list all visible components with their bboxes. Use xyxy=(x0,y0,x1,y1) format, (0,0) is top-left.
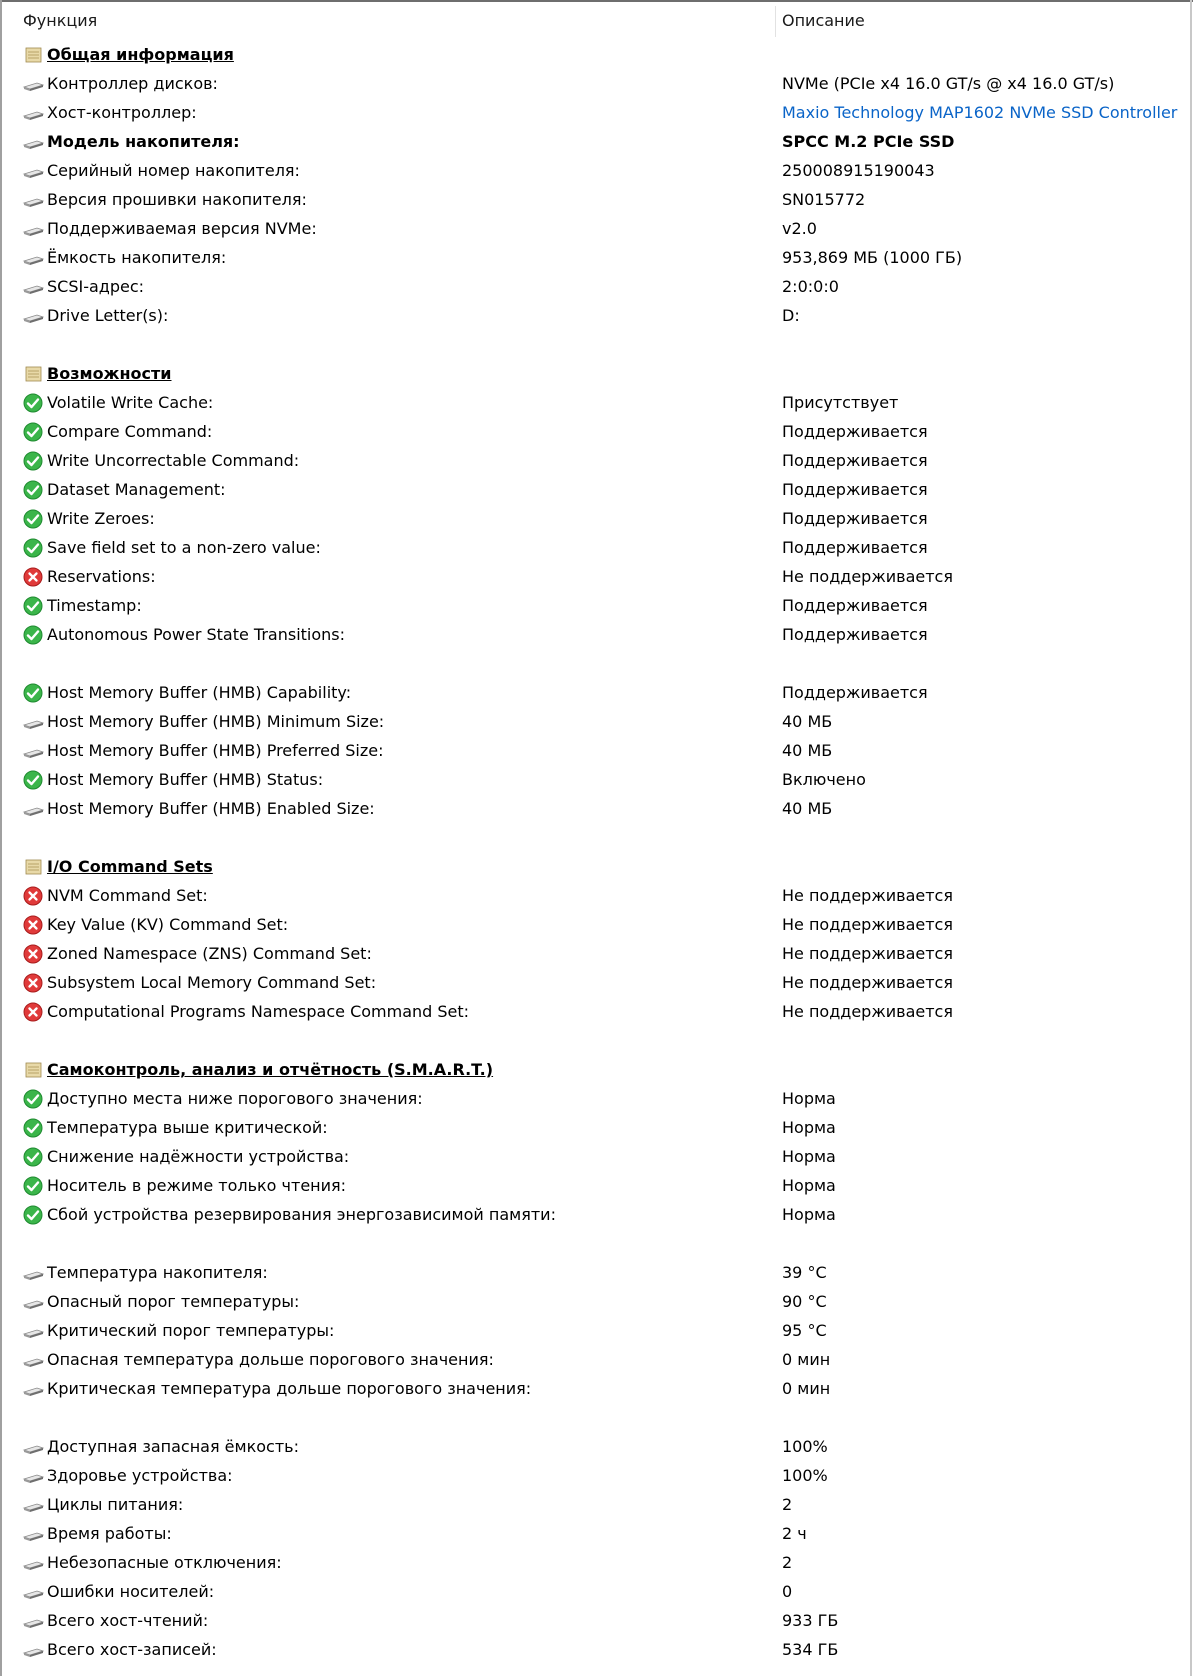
drive-icon xyxy=(22,1263,44,1283)
drive-icon xyxy=(22,190,44,210)
property-name: Критическая температура дольше порогового значения: xyxy=(47,1379,532,1398)
property-name: Поддерживаемая версия NVMe: xyxy=(47,219,317,238)
property-name: Zoned Namespace (ZNS) Command Set: xyxy=(47,944,372,963)
check-icon xyxy=(22,393,44,413)
property-name: Всего хост-чтений: xyxy=(47,1611,209,1630)
drive-icon xyxy=(22,1495,44,1515)
property-name: NVM Command Set: xyxy=(47,886,208,905)
property-value: SPCC M.2 PCIe SSD xyxy=(782,132,955,151)
section-title: Общая информация xyxy=(47,45,234,64)
property-row[interactable] xyxy=(2,388,1190,417)
property-row[interactable] xyxy=(2,127,1190,156)
property-name: Доступно места ниже порогового значения: xyxy=(47,1089,423,1108)
column-header-description[interactable]: Описание xyxy=(782,11,865,30)
spacer-row xyxy=(2,330,1190,359)
property-value: NVMe (PCIe x4 16.0 GT/s @ x4 16.0 GT/s) xyxy=(782,74,1115,93)
column-header xyxy=(2,2,1190,41)
property-value: Поддерживается xyxy=(782,451,928,470)
property-row[interactable] xyxy=(2,475,1190,504)
property-value: 40 МБ xyxy=(782,741,833,760)
drive-icon xyxy=(22,1640,44,1660)
property-row[interactable] xyxy=(2,1490,1190,1519)
property-row[interactable] xyxy=(2,939,1190,968)
cross-icon xyxy=(22,944,44,964)
section-title: I/O Command Sets xyxy=(47,857,213,876)
property-row[interactable] xyxy=(2,1635,1190,1664)
drive-icon xyxy=(22,1553,44,1573)
property-row[interactable] xyxy=(2,1142,1190,1171)
property-value: 2 ч xyxy=(782,1524,807,1543)
property-name: Computational Programs Namespace Command Set: xyxy=(47,1002,470,1021)
property-name: Write Uncorrectable Command: xyxy=(47,451,300,470)
property-row[interactable] xyxy=(2,1548,1190,1577)
check-icon xyxy=(22,770,44,790)
check-icon xyxy=(22,1118,44,1138)
property-name: Host Memory Buffer (HMB) Preferred Size: xyxy=(47,741,384,760)
property-row[interactable] xyxy=(2,620,1190,649)
check-icon xyxy=(22,509,44,529)
property-row[interactable] xyxy=(2,1577,1190,1606)
check-icon xyxy=(22,1176,44,1196)
drive-icon xyxy=(22,799,44,819)
drive-icon xyxy=(22,103,44,123)
folder-icon xyxy=(22,364,44,384)
property-row[interactable] xyxy=(2,69,1190,98)
property-name: Key Value (KV) Command Set: xyxy=(47,915,289,934)
property-name: Volatile Write Cache: xyxy=(47,393,214,412)
section-header[interactable] xyxy=(2,40,1190,69)
property-row[interactable] xyxy=(2,910,1190,939)
drive-icon xyxy=(22,1582,44,1602)
property-row[interactable] xyxy=(2,562,1190,591)
property-name: Ошибки носителей: xyxy=(47,1582,215,1601)
property-value: SN015772 xyxy=(782,190,866,209)
property-row[interactable] xyxy=(2,1519,1190,1548)
property-row[interactable] xyxy=(2,301,1190,330)
drive-icon xyxy=(22,1466,44,1486)
property-row[interactable] xyxy=(2,417,1190,446)
property-value: Норма xyxy=(782,1176,836,1195)
property-row[interactable] xyxy=(2,968,1190,997)
property-row[interactable] xyxy=(2,1084,1190,1113)
property-name: Хост-контроллер: xyxy=(47,103,197,122)
property-value: Не поддерживается xyxy=(782,567,953,586)
property-value: Поддерживается xyxy=(782,509,928,528)
column-header-function[interactable]: Функция xyxy=(23,11,98,30)
cross-icon xyxy=(22,973,44,993)
drive-icon xyxy=(22,741,44,761)
property-row[interactable] xyxy=(2,707,1190,736)
property-name: Ёмкость накопителя: xyxy=(47,248,227,267)
window-right-border xyxy=(1190,0,1192,1676)
property-value: Присутствует xyxy=(782,393,899,412)
property-value: Поддерживается xyxy=(782,480,928,499)
folder-icon xyxy=(22,45,44,65)
property-name: Снижение надёжности устройства: xyxy=(47,1147,350,1166)
drive-icon xyxy=(22,1292,44,1312)
property-value: Поддерживается xyxy=(782,422,928,441)
property-value: 2 xyxy=(782,1553,793,1572)
property-name: Циклы питания: xyxy=(47,1495,184,1514)
property-value: Не поддерживается xyxy=(782,973,953,992)
drive-icon xyxy=(22,306,44,326)
property-name: Compare Command: xyxy=(47,422,213,441)
section-header[interactable] xyxy=(2,1055,1190,1084)
property-value: 100% xyxy=(782,1437,828,1456)
drive-icon xyxy=(22,1321,44,1341)
drive-icon xyxy=(22,219,44,239)
property-value: v2.0 xyxy=(782,219,817,238)
drive-icon xyxy=(22,1611,44,1631)
property-value: 39 °C xyxy=(782,1263,827,1282)
check-icon xyxy=(22,596,44,616)
property-row[interactable] xyxy=(2,504,1190,533)
property-row[interactable] xyxy=(2,1258,1190,1287)
property-value: 90 °C xyxy=(782,1292,827,1311)
folder-icon xyxy=(22,857,44,877)
property-row[interactable] xyxy=(2,185,1190,214)
property-name: Температура накопителя: xyxy=(47,1263,268,1282)
property-row[interactable] xyxy=(2,1606,1190,1635)
property-name: Host Memory Buffer (HMB) Capability: xyxy=(47,683,352,702)
check-icon xyxy=(22,480,44,500)
property-name: Модель накопителя: xyxy=(47,132,240,151)
property-value: Норма xyxy=(782,1118,836,1137)
drive-icon xyxy=(22,248,44,268)
property-name: Версия прошивки накопителя: xyxy=(47,190,307,209)
property-name: Timestamp: xyxy=(47,596,142,615)
property-value: Норма xyxy=(782,1205,836,1224)
property-row[interactable] xyxy=(2,1461,1190,1490)
property-name: Носитель в режиме только чтения: xyxy=(47,1176,347,1195)
property-row[interactable] xyxy=(2,156,1190,185)
property-row[interactable] xyxy=(2,997,1190,1026)
spacer-row xyxy=(2,649,1190,678)
folder-icon xyxy=(22,1060,44,1080)
check-icon xyxy=(22,422,44,442)
property-name: Host Memory Buffer (HMB) Minimum Size: xyxy=(47,712,385,731)
property-value: Норма xyxy=(782,1089,836,1108)
property-value: Поддерживается xyxy=(782,596,928,615)
check-icon xyxy=(22,625,44,645)
property-value: Поддерживается xyxy=(782,683,928,702)
property-name: Опасный порог температуры: xyxy=(47,1292,300,1311)
property-value: 534 ГБ xyxy=(782,1640,839,1659)
property-value: 95 °C xyxy=(782,1321,827,1340)
property-name: Сбой устройства резервирования энергозависимой памяти: xyxy=(47,1205,556,1224)
property-value: Поддерживается xyxy=(782,625,928,644)
property-row[interactable] xyxy=(2,1113,1190,1142)
drive-icon xyxy=(22,1350,44,1370)
property-name: Всего хост-записей: xyxy=(47,1640,217,1659)
cross-icon xyxy=(22,915,44,935)
section-header[interactable] xyxy=(2,852,1190,881)
property-row[interactable] xyxy=(2,678,1190,707)
property-name: Контроллер дисков: xyxy=(47,74,218,93)
property-row[interactable] xyxy=(2,1432,1190,1461)
property-row[interactable] xyxy=(2,1316,1190,1345)
property-row[interactable] xyxy=(2,765,1190,794)
cross-icon xyxy=(22,567,44,587)
property-value: 100% xyxy=(782,1466,828,1485)
property-row[interactable] xyxy=(2,736,1190,765)
property-row[interactable] xyxy=(2,533,1190,562)
cross-icon xyxy=(22,1002,44,1022)
property-name: Время работы: xyxy=(47,1524,172,1543)
property-name: Subsystem Local Memory Command Set: xyxy=(47,973,377,992)
check-icon xyxy=(22,1205,44,1225)
property-name: Небезопасные отключения: xyxy=(47,1553,282,1572)
check-icon xyxy=(22,683,44,703)
section-header[interactable] xyxy=(2,359,1190,388)
column-separator[interactable] xyxy=(775,6,776,37)
property-value: 2 xyxy=(782,1495,793,1514)
property-name: SCSI-адрес: xyxy=(47,277,145,296)
check-icon xyxy=(22,1147,44,1167)
spacer-row xyxy=(2,1229,1190,1258)
property-row[interactable] xyxy=(2,1171,1190,1200)
property-value: 0 мин xyxy=(782,1350,831,1369)
property-value: 953,869 МБ (1000 ГБ) xyxy=(782,248,963,267)
drive-icon xyxy=(22,1437,44,1457)
property-name: Host Memory Buffer (HMB) Enabled Size: xyxy=(47,799,375,818)
property-row[interactable] xyxy=(2,1374,1190,1403)
section-title: Самоконтроль, анализ и отчётность (S.M.A.R.T.) xyxy=(47,1060,494,1079)
section-title: Возможности xyxy=(47,364,172,383)
property-value: D: xyxy=(782,306,800,325)
property-row[interactable] xyxy=(2,794,1190,823)
property-row[interactable] xyxy=(2,243,1190,272)
property-value: Норма xyxy=(782,1147,836,1166)
property-name: Host Memory Buffer (HMB) Status: xyxy=(47,770,324,789)
drive-icon xyxy=(22,161,44,181)
spacer-row xyxy=(2,823,1190,852)
property-value: 0 xyxy=(782,1582,793,1601)
property-value: 40 МБ xyxy=(782,712,833,731)
drive-icon xyxy=(22,132,44,152)
drive-icon xyxy=(22,74,44,94)
property-name: Здоровье устройства: xyxy=(47,1466,233,1485)
cross-icon xyxy=(22,886,44,906)
property-value: 0 мин xyxy=(782,1379,831,1398)
drive-icon xyxy=(22,277,44,297)
drive-icon xyxy=(22,712,44,732)
property-row[interactable] xyxy=(2,1200,1190,1229)
property-name: Критический порог температуры: xyxy=(47,1321,335,1340)
property-row[interactable] xyxy=(2,214,1190,243)
property-name: Опасная температура дольше порогового значения: xyxy=(47,1350,494,1369)
drive-icon xyxy=(22,1379,44,1399)
check-icon xyxy=(22,1089,44,1109)
property-name: Температура выше критической: xyxy=(47,1118,328,1137)
property-value: Включено xyxy=(782,770,866,789)
property-name: Save field set to a non-zero value: xyxy=(47,538,321,557)
property-row[interactable] xyxy=(2,98,1190,127)
property-row[interactable] xyxy=(2,1345,1190,1374)
property-value: Не поддерживается xyxy=(782,1002,953,1021)
property-list xyxy=(2,40,1190,1664)
property-row[interactable] xyxy=(2,591,1190,620)
check-icon xyxy=(22,451,44,471)
property-name: Reservations: xyxy=(47,567,156,586)
drive-icon xyxy=(22,1524,44,1544)
property-name: Write Zeroes: xyxy=(47,509,155,528)
property-row[interactable] xyxy=(2,272,1190,301)
property-value: 250008915190043 xyxy=(782,161,935,180)
spacer-row xyxy=(2,1403,1190,1432)
property-name: Dataset Management: xyxy=(47,480,226,499)
property-row[interactable] xyxy=(2,446,1190,475)
property-value: Поддерживается xyxy=(782,538,928,557)
spacer-row xyxy=(2,1026,1190,1055)
property-name: Доступная запасная ёмкость: xyxy=(47,1437,299,1456)
property-value: 40 МБ xyxy=(782,799,833,818)
property-name: Серийный номер накопителя: xyxy=(47,161,300,180)
property-row[interactable] xyxy=(2,881,1190,910)
property-value: 933 ГБ xyxy=(782,1611,839,1630)
property-value: 2:0:0:0 xyxy=(782,277,839,296)
property-value-link[interactable]: Maxio Technology MAP1602 NVMe SSD Controller xyxy=(782,103,1178,122)
property-value: Не поддерживается xyxy=(782,944,953,963)
property-name: Drive Letter(s): xyxy=(47,306,169,325)
property-value: Не поддерживается xyxy=(782,886,953,905)
property-name: Autonomous Power State Transitions: xyxy=(47,625,346,644)
property-value: Не поддерживается xyxy=(782,915,953,934)
property-row[interactable] xyxy=(2,1287,1190,1316)
check-icon xyxy=(22,538,44,558)
